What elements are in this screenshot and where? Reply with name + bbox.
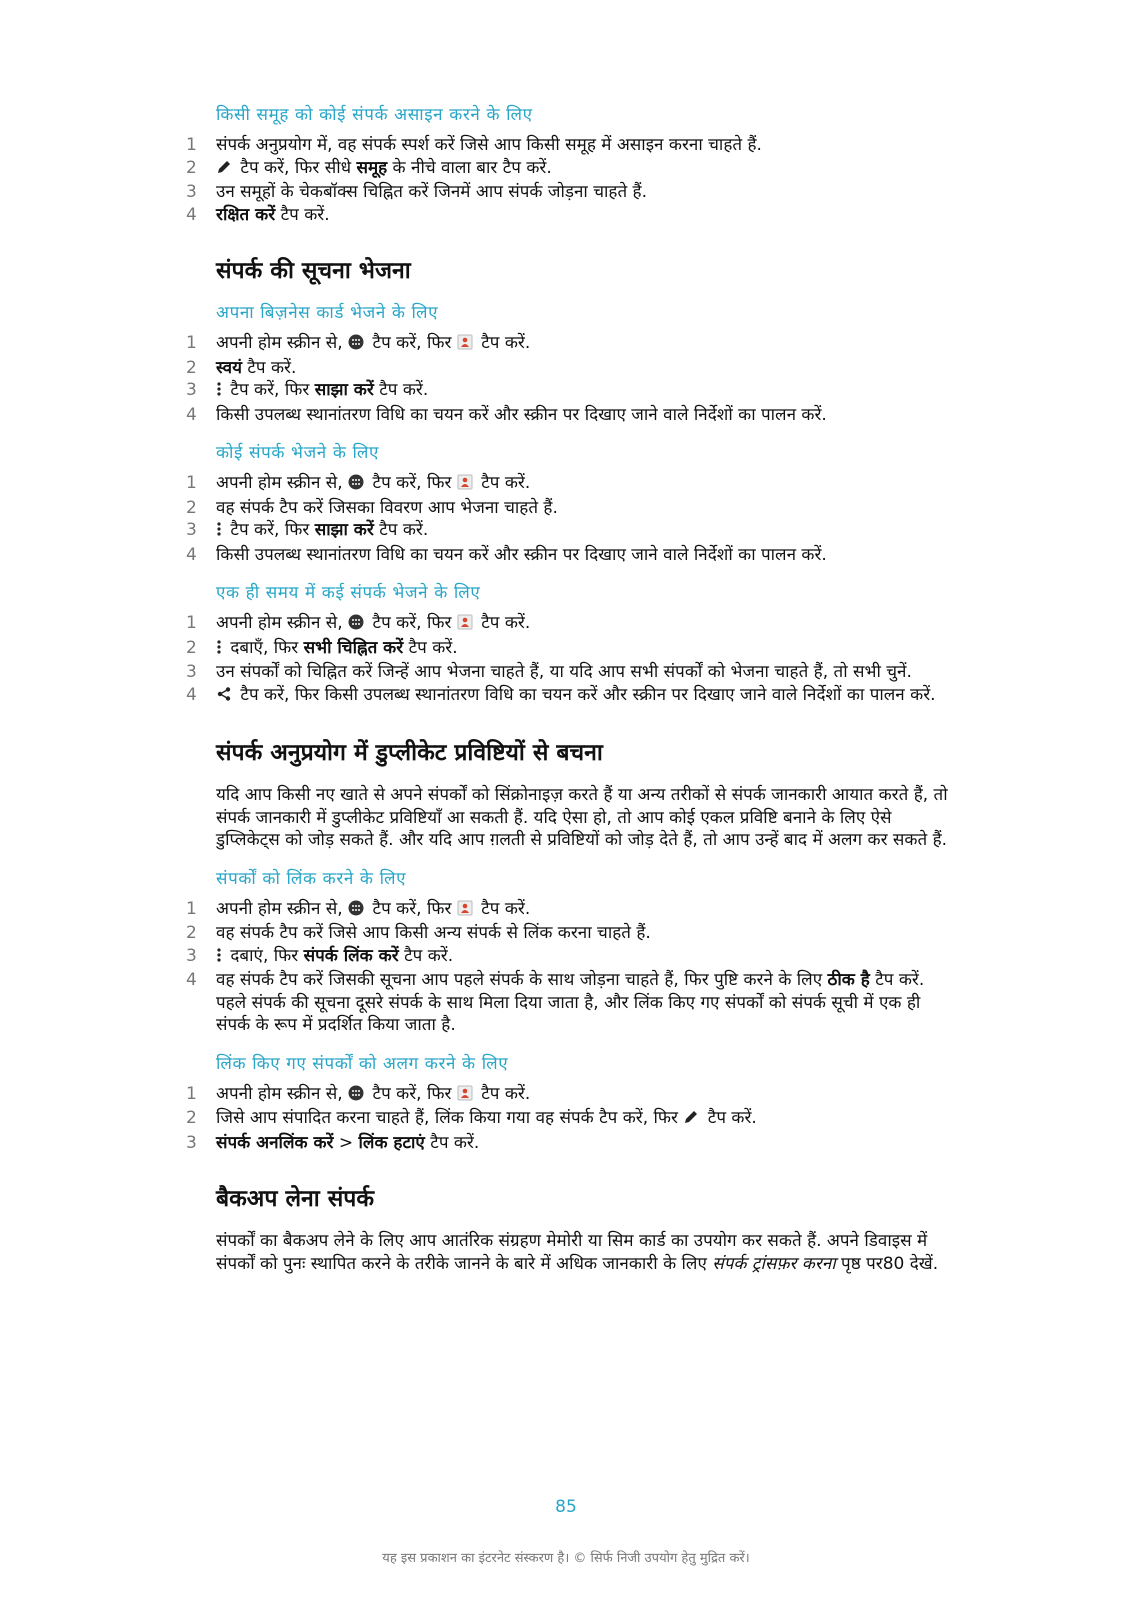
pencil-icon xyxy=(683,1109,699,1132)
apps-grid-icon xyxy=(348,900,364,923)
list-item: 4 वह संपर्क टैप करें जिसकी सूचना आप पहले संपर्क के साथ जोड़ना चाहते हैं, फिर पुष्टि करने के लिए ठीक है टैप करें. पहले संपर्क की सूचना दूसरे संपर्क के साथ मिला दिया जाता है, और लिंक किए गए संपर्कों को संपर्क सूची में एक ही संपर्क के रूप में प्रदर्शित किया जाता है. xyxy=(186,970,925,1035)
list-item: 2 स्वयं टैप करें. xyxy=(186,357,297,378)
steps-send-contact xyxy=(186,472,956,566)
section-heading-backup: बैकअप लेना संपर्क xyxy=(216,1186,375,1212)
steps-link-contacts xyxy=(186,898,956,1037)
list-item: 4 किसी उपलब्ध स्थानांतरण विधि का चयन करें और स्क्रीन पर दिखाए जाने वाले निर्देशों का पालन करें. xyxy=(186,404,827,425)
subheading-unlink-contacts: लिंक किए गए संपर्कों को अलग करने के लिए xyxy=(216,1053,509,1074)
contacts-app-icon xyxy=(457,1085,473,1108)
steps-assign-group xyxy=(186,134,956,226)
steps-business-card xyxy=(186,332,956,426)
page-number: 85 xyxy=(555,1497,577,1517)
list-item: 2 टैप करें, फिर सीधे समूह के नीचे वाला बार टैप करें. xyxy=(216,157,956,182)
list-item: 4 किसी उपलब्ध स्थानांतरण विधि का चयन करें और स्क्रीन पर दिखाए जाने वाले निर्देशों का पालन करें. xyxy=(186,544,827,565)
list-item: 1 अपनी होम स्क्रीन से, टैप करें, फिर टैप करें. xyxy=(216,898,956,923)
list-item: 4 टैप करें, फिर किसी उपलब्ध स्थानांतरण विधि का चयन करें और स्क्रीन पर दिखाए जाने वाले निर्देशों का पालन करें. xyxy=(216,684,956,709)
subheading-send-contact: कोई संपर्क भेजने के लिए xyxy=(216,443,380,463)
list-item: 2 वह संपर्क टैप करें जिसे आप किसी अन्य संपर्क से लिंक करना चाहते हैं. xyxy=(186,923,651,943)
section-heading-duplicates: संपर्क अनुप्रयोग में डुप्लीकेट प्रविष्टियों से बचना xyxy=(216,740,603,766)
overflow-menu-icon xyxy=(216,947,222,970)
contacts-app-icon xyxy=(457,474,473,497)
contacts-app-icon xyxy=(457,334,473,357)
list-item: 3 संपर्क अनलिंक करें > लिंक हटाएं टैप करें. xyxy=(186,1132,480,1153)
steps-send-multiple xyxy=(186,612,956,708)
list-item: 2 वह संपर्क टैप करें जिसका विवरण आप भेजना चाहते हैं. xyxy=(186,497,558,518)
list-item: 3 टैप करें, फिर साझा करें टैप करें. xyxy=(216,379,956,404)
apps-grid-icon xyxy=(348,334,364,357)
list-item: 1 अपनी होम स्क्रीन से, टैप करें, फिर टैप करें. xyxy=(216,1083,956,1108)
apps-grid-icon xyxy=(348,1085,364,1108)
list-item: 4 रक्षित करें टैप करें. xyxy=(186,204,330,225)
steps-unlink-contacts xyxy=(186,1083,956,1155)
overflow-menu-icon xyxy=(216,639,222,662)
transfer-contacts-link[interactable]: संपर्क ट्रांसफ़र करना xyxy=(712,1253,836,1274)
overflow-menu-icon xyxy=(216,521,222,544)
list-item: 3 टैप करें, फिर साझा करें टैप करें. xyxy=(216,519,956,544)
list-item: 1 अपनी होम स्क्रीन से, टैप करें, फिर टैप करें. xyxy=(216,472,956,497)
contacts-app-icon xyxy=(457,614,473,637)
pencil-icon xyxy=(216,159,232,182)
subheading-business-card: अपना बिज़नेस कार्ड भेजने के लिए xyxy=(216,303,439,323)
list-item: 1 संपर्क अनुप्रयोग में, वह संपर्क स्पर्श करें जिसे आप किसी समूह में असाइन करना चाहते हैं. xyxy=(186,135,762,155)
list-item: 3 उन संपर्कों को चिह्नित करें जिन्हें आप भेजना चाहते हैं, या यदि आप सभी संपर्कों को भेजना चाहते हैं, तो सभी चुनें. xyxy=(186,662,912,682)
list-item: 1 अपनी होम स्क्रीन से, टैप करें, फिर टैप करें. xyxy=(216,332,956,357)
page-content xyxy=(186,104,956,1291)
page-footer: यह इस प्रकाशन का इंटरनेट संस्करण है। © सिर्फ निजी उपयोग हेतु मुद्रित करें। xyxy=(382,1551,750,1566)
list-item: 3 दबाएं, फिर संपर्क लिंक करें टैप करें. xyxy=(216,945,956,970)
contacts-app-icon xyxy=(457,900,473,923)
list-item: 3 उन समूहों के चेकबॉक्स चिह्नित करें जिनमें आप संपर्क जोड़ना चाहते हैं. xyxy=(186,182,647,202)
backup-paragraph: संपर्कों का बैकअप लेने के लिए आप आतंरिक संग्रहण मेमोरी या सिम कार्ड का उपयोग कर सकते हैं. अपने डिवाइस में संपर्कों को पुनः स्थापित करने के तरीके जानने के बारे में अधिक जानकारी के लिए संपर्क ट्रांसफ़र करना पृष्ठ पर80 देखें. xyxy=(216,1231,939,1274)
subheading-assign-group: किसी समूह को कोई संपर्क असाइन करने के लिए xyxy=(216,105,533,125)
apps-grid-icon xyxy=(348,614,364,637)
apps-grid-icon xyxy=(348,474,364,497)
overflow-menu-icon xyxy=(216,381,222,404)
share-icon xyxy=(216,686,232,709)
subheading-link-contacts: संपर्कों को लिंक करने के लिए xyxy=(216,868,407,889)
list-item: 2 दबाएँ, फिर सभी चिह्नित करें टैप करें. xyxy=(216,637,956,662)
list-item: 1 अपनी होम स्क्रीन से, टैप करें, फिर टैप करें. xyxy=(216,612,956,637)
section-heading-send-info: संपर्क की सूचना भेजना xyxy=(216,258,411,284)
subheading-send-multiple: एक ही समय में कई संपर्क भेजने के लिए xyxy=(216,583,481,603)
list-item: 2 जिसे आप संपादित करना चाहते हैं, लिंक किया गया वह संपर्क टैप करें, फिर टैप करें. xyxy=(216,1107,956,1132)
duplicates-paragraph: यदि आप किसी नए खाते से अपने संपर्कों को सिंक्रोनाइज़ करते हैं या अन्य तरीकों से संपर्क जानकारी आयात करते हैं, तो संपर्क जानकारी में डुप्लीकेट प्रविष्टियाँ आ सकती हैं. यदि ऐसा हो, तो आप कोई एकल प्रविष्टि बनाने के लिए ऐसे डुप्लिकेट्स को जोड़ सकते हैं. और यदि आप ग़लती से प्रविष्टियों को जोड़ देते हैं, तो आप उन्हें बाद में अलग कर सकते हैं. xyxy=(216,785,948,850)
